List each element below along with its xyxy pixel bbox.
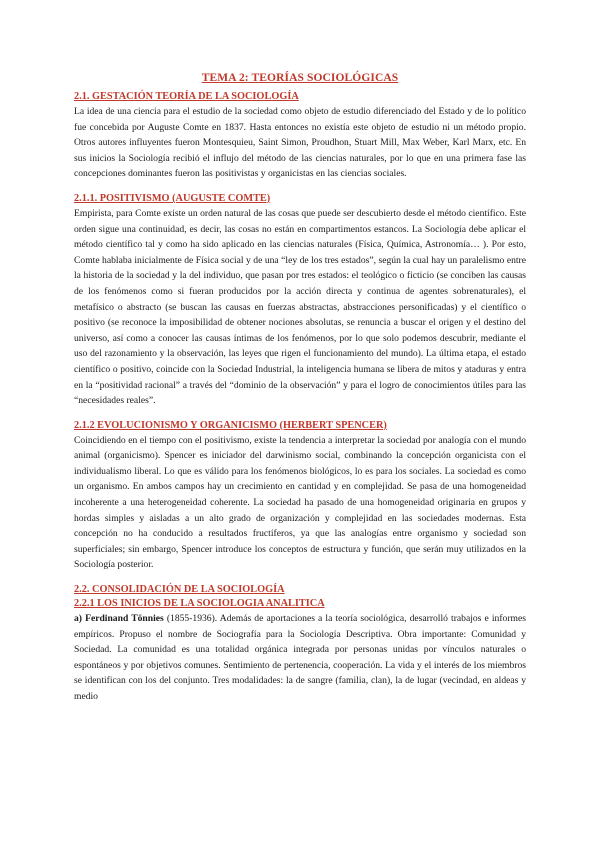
section-body-tonnies (74, 611, 526, 705)
section-body-positivismo: Empirista, para Comte existe un orden natural de las cosas que puede ser descubierto desde el método científico. Este orden sigue una continuidad, es decir, las cosas no están en compartimentos estancos. La Sociología debe aplicar el método científico tal y como ha sido aplicado en las ciencias naturales (Física, Química, Astronomía… ). Por esto, Comte hablaba inicialmente de Física social y de una “ley de los tres estados”, según la cual hay un paralelismo entre la historia de la sociedad y la del individuo, que pasan por tres estados: el teológico o ficticio (se conciben las causas de los fenómenos como si fueran producidos por la acción directa y continua de agentes sobrenaturales), el metafísico o abstracto (se buscan las causas en fuerzas abstractas, abstracciones personificadas) y el científico o positivo (se reconoce la imposibilidad de obtener nociones absolutas, se renuncia a buscar el origen y el destino del universo, así como a conocer las causas íntimas de los fenómenos, por lo que solo podemos descubrir, mediante el uso del razonamiento y la observación, las leyes que rigen el funcionamiento del mundo). La última etapa, el estado científico o positivo, coincide con la Sociedad Industrial, la inteligencia humana se libera de mitos y ataduras y entra en la “positividad racional” a través del “dominio de la observación” y para el logro de conocimientos útiles para las “necesidades reales”. (74, 207, 526, 407)
section-heading-evolucionismo: 2.1.2 EVOLUCIONISMO Y ORGANICISMO (HERBERT SPENCER) (74, 419, 387, 431)
section-body-evolucionismo: Coincidiendo en el tiempo con el positivismo, existe la tendencia a interpretar la sociedad por analogía con el mundo animal (organicismo). Spencer es iniciador del darwinismo social, combinando la concepción organicista con el individualismo liberal. Lo que es válido para los fenómenos biológicos, lo es para los sociales. La sociedad es como un organismo. En ambos campos hay un crecimiento en cantidad y en complejidad. Se pasa de una homogeneidad incoherente a una heterogeneidad coherente. La sociedad ha pasado de una homogeneidad originaria en grupos y hordas simples y aisladas a un alto grado de organización y complejidad en las sociedades modernas. Esta concepción no ha conducido a resultados fructíferos, ya que las analogías entre organismo y sociedad son superficiales; sin embargo, Spencer introduce los conceptos de estructura y función, que serán muy utilizados en la Sociología posterior. (74, 434, 526, 571)
section-subheading-analitica: 2.2.1 LOS INICIOS DE LA SOCIOLOGIA ANALITICA (74, 598, 325, 610)
document-title: TEMA 2: TEORÍAS SOCIOLÓGICAS (201, 72, 399, 84)
body-tonnies-text: (1855-1936). Además de aportaciones a la teoría sociológica, desarrolló trabajos e informes empíricos. Propuso el nombre de Sociografía para la Sociología Descriptiva. Obra importante: Comunidad y Sociedad. La comunidad es una totalidad orgánica integrada por personas unidas por vínculos naturales o espontáneos y por objetivos comunes. Sentimiento de pertenencia, cooperación. La vida y el interés de los miembros se identifican con los del conjunto. Tres modalidades: la de sangre (familia, clan), la de lugar (vecindad, en aldeas y medio (74, 613, 526, 702)
section-heading-gestacion: 2.1. GESTACIÓN TEORÍA DE LA SOCIOLOGÍA (74, 91, 299, 102)
section-body-gestacion: La idea de una ciencia para el estudio de la sociedad como objeto de estudio diferenciado del Estado y de lo político fue concebida por Auguste Comte en 1837. Hasta entonces no existía este objeto de estudio ni un método propio. Otros autores influyentes fueron Montesquieu, Saint Simon, Proudhon, Stuart Mill, Max Weber, Karl Marx, etc. En sus inicios la Sociología recibió el influjo del método de las ciencias naturales, por lo que en una primera fase las concepciones dominantes fueron las positivistas y organicistas en las ciencias sociales. (74, 106, 526, 180)
section-heading-consolidacion: 2.2. CONSOLIDACIÓN DE LA SOCIOLOGÍA (74, 584, 285, 596)
lead-tonnies: a) Ferdinand Tönnies (74, 613, 164, 625)
section-heading-positivismo: 2.1.1. POSITIVISMO (AUGUSTE COMTE) (74, 192, 271, 204)
